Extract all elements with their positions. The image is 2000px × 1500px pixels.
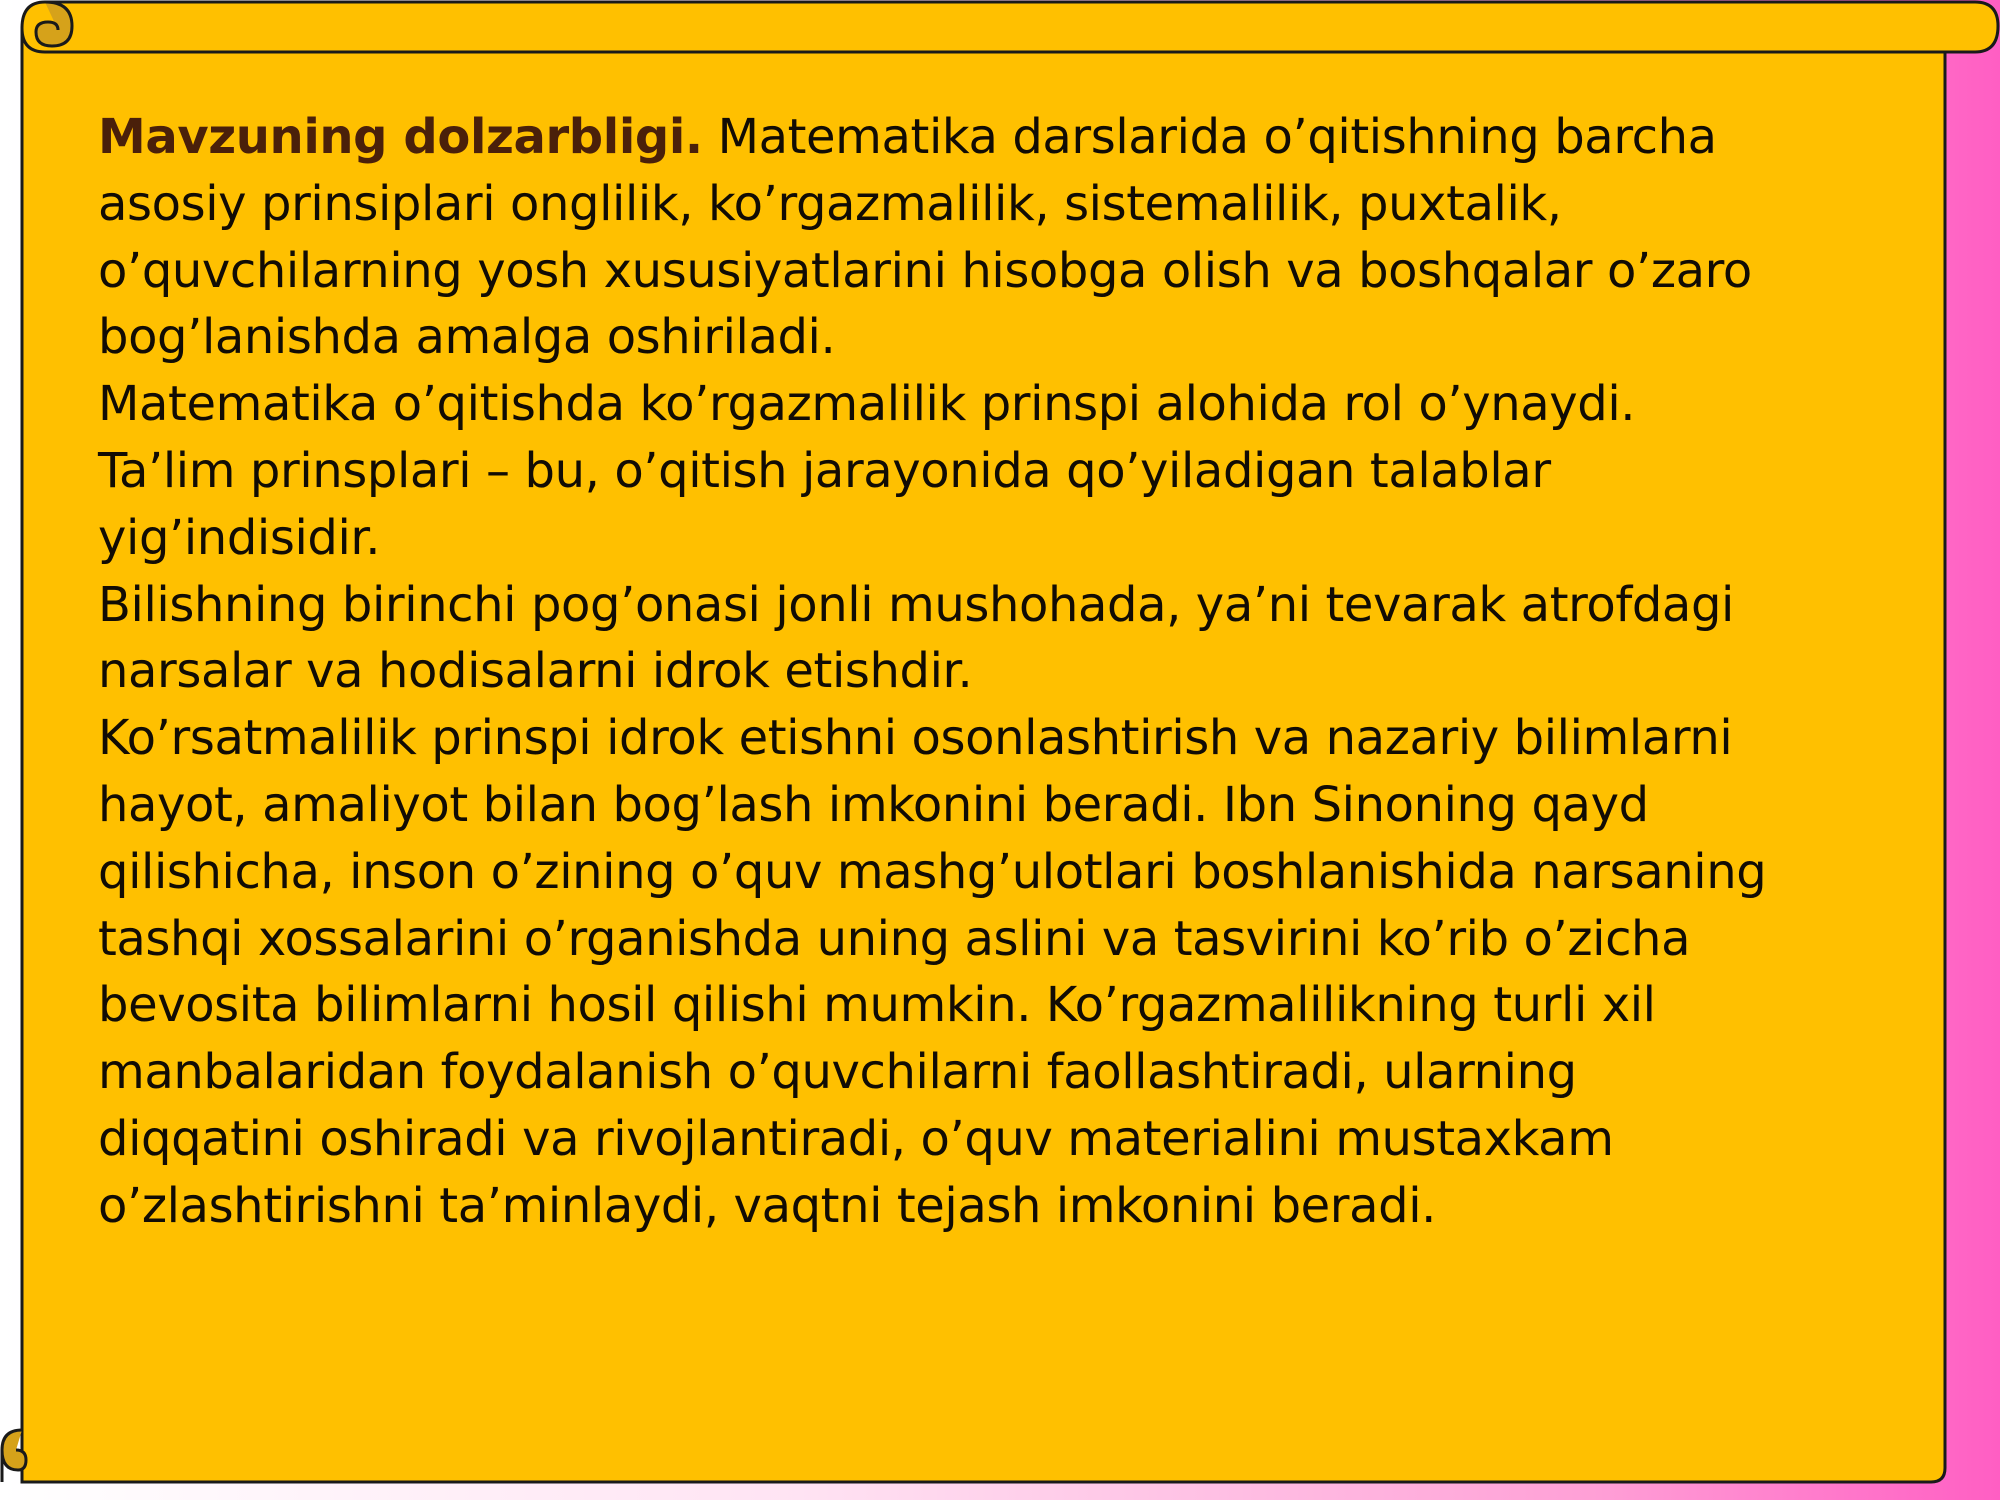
body-line: Matematika o’qitishda ko’rgazmalilik prinspi alohida rol o’ynaydi. <box>98 376 1636 433</box>
body-line: diqqatini oshiradi va rivojlantiradi, o’quv materialini mustaxkam <box>98 1110 1614 1167</box>
body-line: Bilishning birinchi pog’onasi jonli mushohada, ya’ni tevarak atrofdagi <box>98 576 1734 633</box>
body-line: o’quvchilarning yosh xususiyatlarini hisobga olish va boshqalar o’zaro <box>98 242 1752 299</box>
body-line: hayot, amaliyot bilan bog’lash imkonini beradi. Ibn Sinoning qayd <box>98 776 1649 833</box>
text-line-1 <box>98 104 1818 171</box>
body-line: narsalar va hodisalarni idrok etishdir. <box>98 643 973 700</box>
body-line: Matematika darslarida o’qitishning barcha <box>702 109 1717 165</box>
body-line: manbalaridan foydalanish o’quvchilarni faollashtiradi, ularning <box>98 1044 1577 1101</box>
body-line: Ko’rsatmalilik prinspi idrok etishni osonlashtirish va nazariy bilimlarni <box>98 710 1733 767</box>
scroll-top-roll <box>22 2 1998 52</box>
body-line: tashqi xossalarini o’rganishda uning aslini va tasvirini ko’rib o’zicha <box>98 910 1691 967</box>
body-line: Ta’lim prinsplari – bu, o’qitish jarayonida qo’yiladigan talablar <box>98 442 1551 499</box>
body-line: bevosita bilimlarni hosil qilishi mumkin. Ko’rgazmalilikning turli xil <box>98 977 1656 1034</box>
body-line: bog’lanishda amalga oshiriladi. <box>98 309 836 366</box>
body-line: qilishicha, inson o’zining o’quv mashg’ulotlari boshlanishida narsaning <box>98 843 1767 900</box>
body-line: yig’indisidir. <box>98 509 381 566</box>
slide-text <box>98 104 1818 1240</box>
body-line: asosiy prinsiplari onglilik, ko’rgazmalilik, sistemalilik, puxtalik, <box>98 175 1562 232</box>
slide-title: Mavzuning dolzarbligi. <box>98 109 703 165</box>
body-line: o’zlashtirishni ta’minlaydi, vaqtni tejash imkonini beradi. <box>98 1177 1437 1234</box>
